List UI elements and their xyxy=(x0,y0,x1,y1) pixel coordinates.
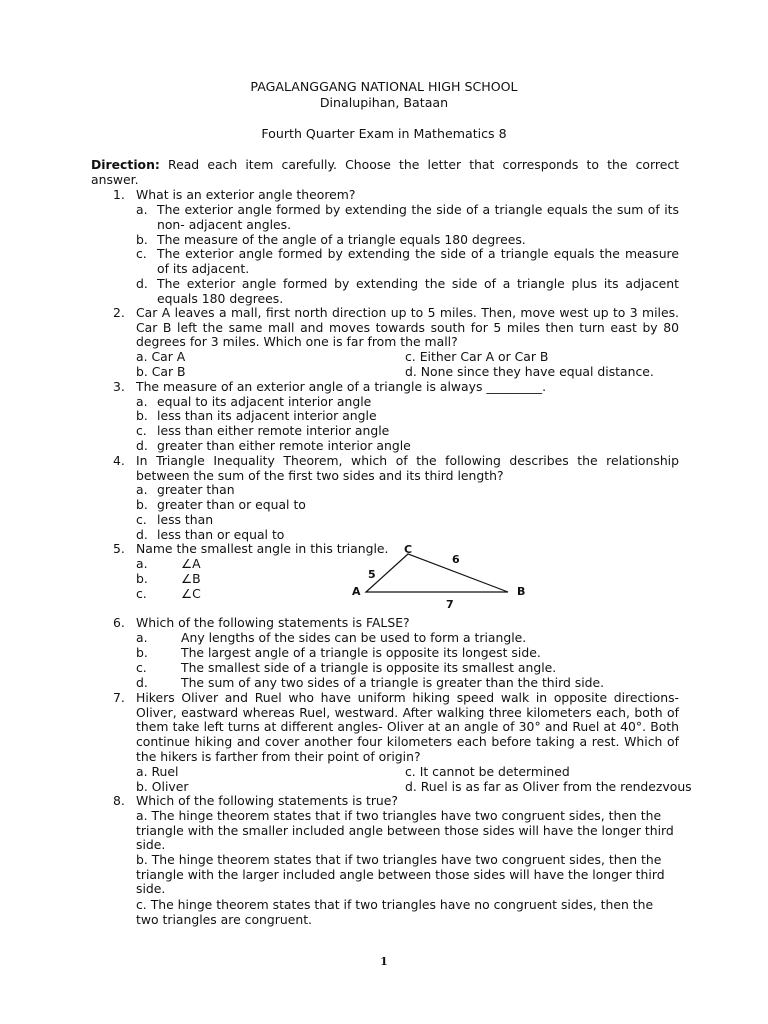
q4-option-a-letter: a. xyxy=(136,482,148,497)
q5-option-a: ∠A xyxy=(181,556,201,571)
q2-text: Car A leaves a mall, first north direction up to 5 miles. Then, move west up to 3 miles. Car B left the same mall and moves towards south for 5 miles then turn east by 80 degrees for 3 miles. Which one is far from the mall? xyxy=(136,305,679,350)
q3-option-c-letter: c. xyxy=(136,423,147,438)
q6-option-c: The smallest side of a triangle is opposite its smallest angle. xyxy=(181,660,557,675)
q1-option-b-letter: b. xyxy=(136,232,148,247)
q5-option-b: ∠B xyxy=(181,571,201,586)
q8-option-a: a. The hinge theorem states that if two triangles have two congruent sides, then the triangle with the smaller included angle between those sides will have the longer third side. xyxy=(136,808,674,853)
q3-text: The measure of an exterior angle of a triangle is always _________. xyxy=(136,379,547,394)
direction-text: Read each item carefully. Choose the letter that corresponds to the correct answer. xyxy=(91,157,679,187)
q1-option-a: The exterior angle formed by extending the side of a triangle equals the sum of its non- adjacent angles. xyxy=(157,202,679,232)
q4-text: In Triangle Inequality Theorem, which of the following describes the relationship between the sum of the first two sides and its third length? xyxy=(136,453,679,483)
q7-number: 7. xyxy=(113,690,125,705)
q3-option-b-letter: b. xyxy=(136,408,148,423)
q2-option-c: c. Either Car A or Car B xyxy=(405,349,549,364)
q1-option-c-letter: c. xyxy=(136,246,147,261)
triangle-shape xyxy=(366,554,508,592)
q1-text: What is an exterior angle theorem? xyxy=(136,187,356,202)
q4-option-d-letter: d. xyxy=(136,527,148,542)
page-number: 1 xyxy=(380,955,388,968)
q6-option-b-letter: b. xyxy=(136,645,148,660)
q1-option-a-letter: a. xyxy=(136,202,148,217)
exam-title: Fourth Quarter Exam in Mathematics 8 xyxy=(261,126,507,141)
q7-option-d: d. Ruel is as far as Oliver from the rendezvous xyxy=(405,779,692,794)
direction-label: Direction: xyxy=(91,157,160,172)
q5-option-a-letter: a. xyxy=(136,556,148,571)
q3-option-b: less than its adjacent interior angle xyxy=(157,408,377,423)
q7-option-b: b. Oliver xyxy=(136,779,189,794)
q6-option-c-letter: c. xyxy=(136,660,147,675)
q4-option-c: less than xyxy=(157,512,214,527)
vertex-c-label: C xyxy=(404,543,413,556)
q1-option-d-letter: d. xyxy=(136,276,148,291)
q6-number: 6. xyxy=(113,615,125,630)
q5-option-b-letter: b. xyxy=(136,571,148,586)
q5-option-c: ∠C xyxy=(181,586,201,601)
q4-option-b-letter: b. xyxy=(136,497,148,512)
q8-number: 8. xyxy=(113,793,125,808)
q3-option-d-letter: d. xyxy=(136,438,148,453)
q1-number: 1. xyxy=(113,187,125,202)
direction xyxy=(91,158,679,187)
q4-option-d: less than or equal to xyxy=(157,527,285,542)
q2-number: 2. xyxy=(113,305,125,320)
q8-option-c: c. The hinge theorem states that if two triangles have no congruent sides, then the two triangles are congruent. xyxy=(136,897,654,927)
q7-option-a: a. Ruel xyxy=(136,764,179,779)
vertex-a-label: A xyxy=(352,585,361,598)
q5-option-c-letter: c. xyxy=(136,586,147,601)
q6-option-d: The sum of any two sides of a triangle is greater than the third side. xyxy=(181,675,605,690)
q5-text: Name the smallest angle in this triangle. xyxy=(136,541,389,556)
q8-option-b: b. The hinge theorem states that if two triangles have two congruent sides, then the triangle with the larger included angle between those sides will have the longer third side. xyxy=(136,852,665,897)
side-cb-label: 6 xyxy=(452,553,460,566)
q4-option-a: greater than xyxy=(157,482,235,497)
q6-option-d-letter: d. xyxy=(136,675,148,690)
q8-text: Which of the following statements is true? xyxy=(136,793,398,808)
school-name: PAGALANGGANG NATIONAL HIGH SCHOOL xyxy=(250,79,518,94)
q5-number: 5. xyxy=(113,541,125,556)
q3-number: 3. xyxy=(113,379,125,394)
side-ac-label: 5 xyxy=(368,568,376,581)
q4-number: 4. xyxy=(113,453,125,468)
q1-option-c: The exterior angle formed by extending the side of a triangle equals the measure of its adjacent. xyxy=(157,246,679,276)
q2-option-b: b. Car B xyxy=(136,364,186,379)
school-location: Dinalupihan, Bataan xyxy=(319,95,449,110)
q6-option-a: Any lengths of the sides can be used to form a triangle. xyxy=(181,630,527,645)
q4-option-c-letter: c. xyxy=(136,512,147,527)
q6-text: Which of the following statements is FALSE? xyxy=(136,615,410,630)
q7-option-c: c. It cannot be determined xyxy=(405,764,570,779)
q3-option-d: greater than either remote interior angle xyxy=(157,438,411,453)
q7-text: Hikers Oliver and Ruel who have uniform hiking speed walk in opposite directions- Oliver, eastward whereas Ruel, westward. After walking three kilometers each, both of them take left turns at different angles- Oliver at an angle of 30° and Ruel at 40°. Both continue hiking and cover another four kilometers each before taking a rest. Which of the hikers is farther from their point of origin? xyxy=(136,690,679,764)
q3-option-a: equal to its adjacent interior angle xyxy=(157,394,372,409)
q1-option-d: The exterior angle formed by extending the side of a triangle plus its adjacent equals 180 degrees. xyxy=(157,276,679,306)
side-ab-label: 7 xyxy=(446,598,454,611)
q1-option-b: The measure of the angle of a triangle equals 180 degrees. xyxy=(157,232,526,247)
triangle-diagram xyxy=(340,538,540,618)
q4-option-b: greater than or equal to xyxy=(157,497,306,512)
q6-option-a-letter: a. xyxy=(136,630,148,645)
q6-option-b: The largest angle of a triangle is opposite its longest side. xyxy=(181,645,541,660)
vertex-b-label: B xyxy=(517,585,526,598)
q2-option-a: a. Car A xyxy=(136,349,186,364)
q3-option-a-letter: a. xyxy=(136,394,148,409)
q3-option-c: less than either remote interior angle xyxy=(157,423,390,438)
q2-option-d: d. None since they have equal distance. xyxy=(405,364,654,379)
